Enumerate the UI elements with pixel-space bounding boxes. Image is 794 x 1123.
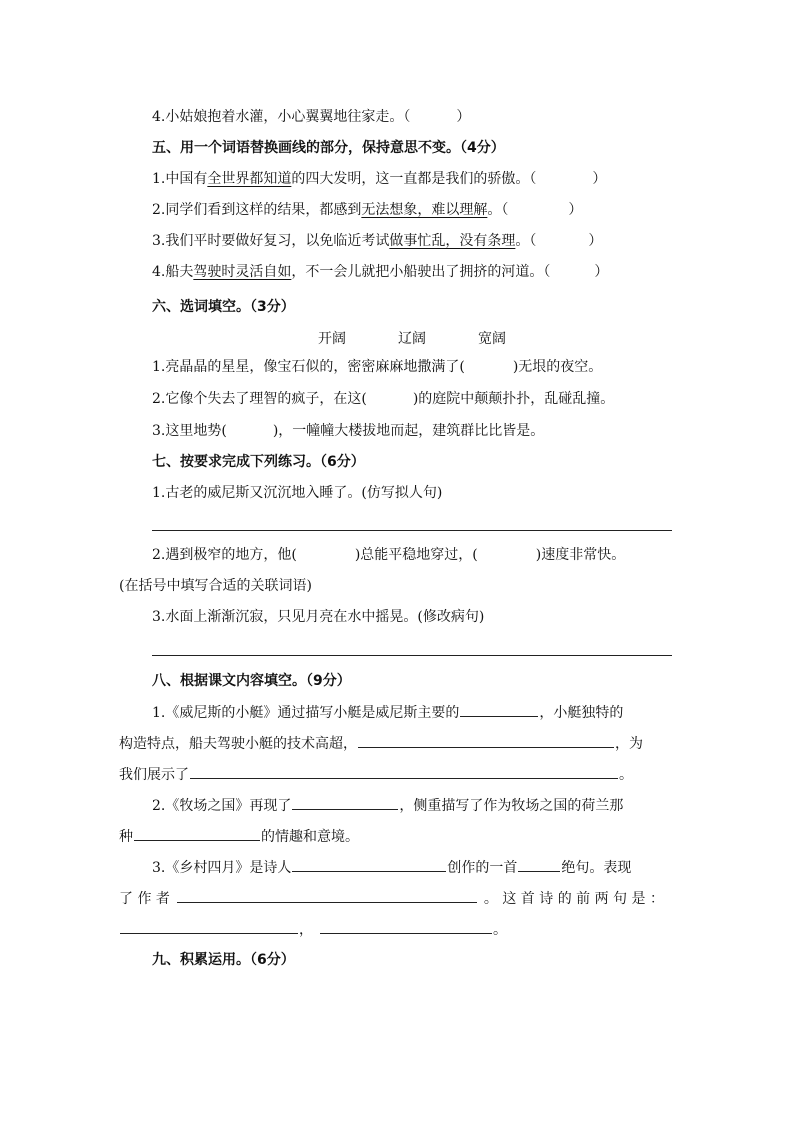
section-5-item-2: 2.同学们看到这样的结果，都感到无法想象，难以理解。（ ） — [152, 202, 583, 218]
section-5-item-3: 3.我们平时要做好复习，以免临近考试做事忙乱，没有条理。（ ） — [152, 233, 603, 249]
fill-blank[interactable] — [177, 888, 477, 903]
fill-blank[interactable] — [320, 919, 492, 934]
section-7-item-2-note: (在括号中填写合适的关联词语) — [119, 578, 312, 594]
section-8-item-3-line-3: ， 。 — [119, 919, 507, 940]
fill-blank[interactable] — [134, 826, 260, 841]
answer-line-7-1[interactable] — [152, 530, 672, 531]
fill-blank[interactable] — [292, 795, 398, 810]
section-8-item-3-line-2: 了 作 者 。 这 首 诗 的 前 两 句 是 ： — [119, 888, 664, 909]
section-7-item-1: 1.古老的威尼斯又沉沉地入睡了。(仿写拟人句) — [152, 485, 443, 501]
section-6-item-1: 1.亮晶晶的星星，像宝石似的，密密麻麻地撒满了( )无垠的夜空。 — [152, 359, 603, 375]
fill-blank[interactable] — [518, 857, 560, 872]
section-5-item-4: 4.船夫驾驶时灵活自如，不一会儿就把小船驶出了拥挤的河道。（ ） — [152, 264, 609, 280]
section-7-item-2: 2.遇到极窄的地方，他( )总能平稳地穿过，( )速度非常快。 — [152, 547, 626, 563]
fill-blank[interactable] — [120, 919, 298, 934]
section-8-title: 八、根据课文内容填空。（9分） — [152, 673, 351, 689]
section-6-item-2: 2.它像个失去了理智的疯子，在这( )的庭院中颠颠扑扑，乱碰乱撞。 — [152, 391, 615, 407]
section-6-title: 六、选词填空。（3分） — [152, 299, 295, 315]
section-7-item-3: 3.水面上渐渐沉寂，只见月亮在水中摇晃。(修改病句) — [152, 609, 485, 625]
section-7-title: 七、按要求完成下列练习。（6分） — [152, 454, 365, 470]
section-5-item-1: 1.中国有全世界都知道的四大发明，这一直都是我们的骄傲。（ ） — [152, 171, 607, 187]
section-8-item-1-line-2: 构造特点，船夫驾驶小艇的技术高超， ，为 — [119, 733, 643, 754]
fill-blank[interactable] — [358, 733, 614, 748]
section-9-title: 九、积累运用。（6分） — [152, 952, 295, 968]
section-5-title: 五、用一个词语替换画线的部分，保持意思不变。（4分） — [152, 140, 505, 156]
question-4-4: 4.小姑娘抱着水灌，小心翼翼地往家走。（ ） — [152, 109, 471, 125]
section-8-item-2-line-2: 种 的情趣和意境。 — [119, 826, 359, 847]
fill-blank[interactable] — [292, 857, 446, 872]
word-choice-2: 辽阔 — [398, 331, 426, 347]
answer-line-7-3[interactable] — [152, 655, 672, 656]
word-choice-3: 宽阔 — [478, 331, 506, 347]
section-6-item-3: 3.这里地势( )，一幢幢大楼拔地而起，建筑群比比皆是。 — [152, 423, 545, 439]
fill-blank[interactable] — [190, 764, 618, 779]
section-8-item-2-line-1: 2.《牧场之国》再现了 ，侧重描写了作为牧场之国的荷兰那 — [152, 795, 623, 816]
section-8-item-1-line-3: 我们展示了 。 — [119, 764, 633, 785]
section-8-item-1-line-1: 1.《威尼斯的小艇》通过描写小艇是威尼斯主要的 ，小艇独特的 — [152, 702, 623, 723]
word-choice-1: 开阔 — [318, 331, 346, 347]
section-8-item-3-line-1: 3.《乡村四月》是诗人 创作的一首 绝句。表现 — [152, 857, 631, 878]
fill-blank[interactable] — [460, 702, 538, 717]
